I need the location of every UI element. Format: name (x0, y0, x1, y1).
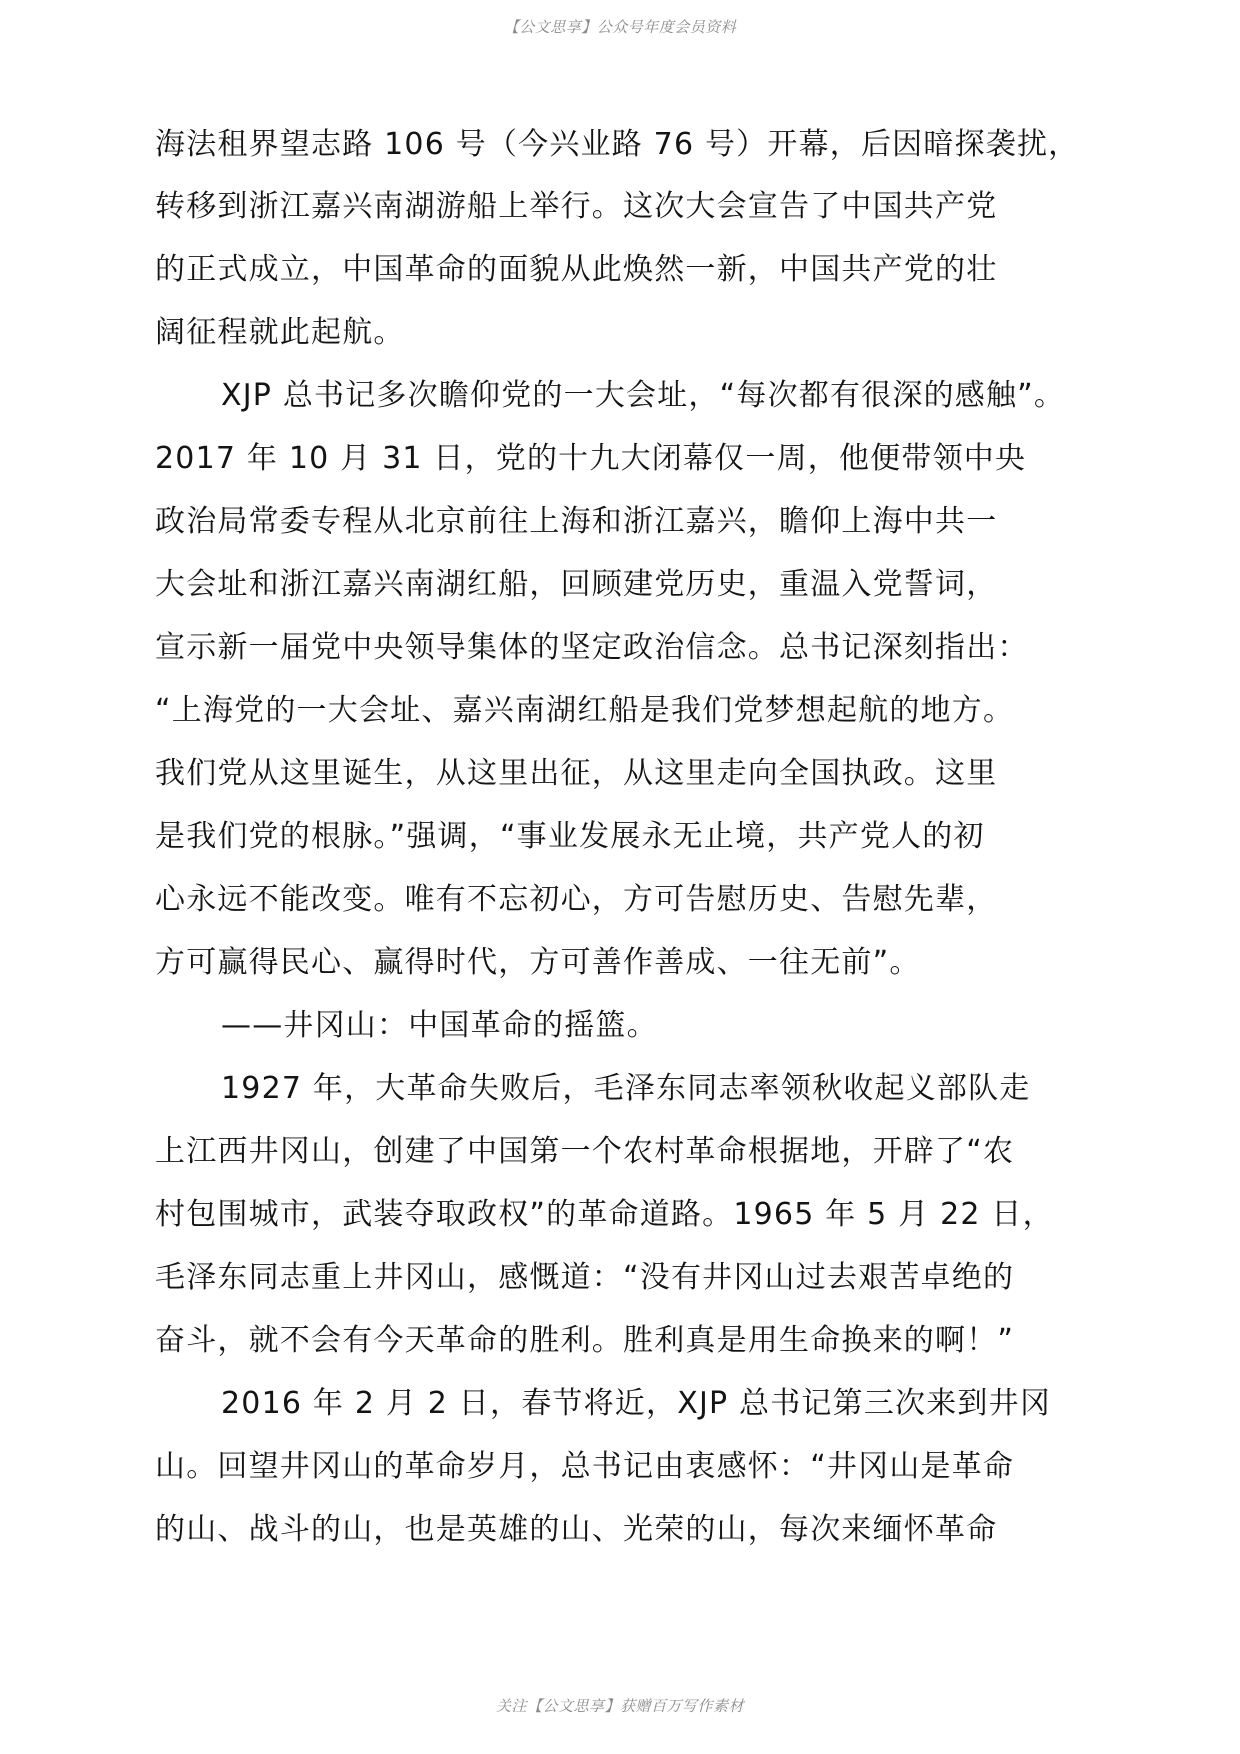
paragraph-first-line: 2016 年 2 月 2 日，春节将近，XJP 总书记第三次来到井冈 (221, 1386, 1052, 1421)
body-line: 政治局常委专程从北京前往上海和浙江嘉兴，瞻仰上海中共一 (155, 504, 998, 539)
body-line: 山。回望井冈山的革命岁月，总书记由衷感怀：“井冈山是革命 (155, 1449, 1015, 1484)
page-header-watermark: 【公文思享】公众号年度会员资料 (503, 18, 737, 36)
body-line: 海法租界望志路 106 号（今兴业路 76 号）开幕，后因暗探袭扰， (155, 127, 1080, 162)
page-footer-watermark: 关注【公文思享】获赠百万写作素材 (495, 1697, 744, 1715)
body-line: 上江西井冈山，创建了中国第一个农村革命根据地，开辟了“农 (155, 1134, 1015, 1169)
body-line: 的山、战斗的山，也是英雄的山、光荣的山，每次来缅怀革命 (155, 1512, 998, 1547)
paragraph-first-line: XJP 总书记多次瞻仰党的一大会址，“每次都有很深的感触”。 (221, 378, 1066, 413)
body-line: 阔征程就此起航。 (155, 315, 405, 350)
body-line: 宣示新一届党中央领导集体的坚定政治信念。总书记深刻指出： (155, 630, 1029, 665)
body-line: 村包围城市，武装夺取政权”的革命道路。1965 年 5 月 22 日， (155, 1197, 1054, 1232)
body-line: 我们党从这里诞生，从这里出征，从这里走向全国执政。这里 (155, 756, 998, 791)
body-line: 心永远不能改变。唯有不忘初心，方可告慰历史、告慰先辈， (155, 882, 998, 917)
body-line: 的正式成立，中国革命的面貌从此焕然一新，中国共产党的壮 (155, 252, 998, 287)
paragraph-first-line: 1927 年，大革命失败后，毛泽东同志率领秋收起义部队走 (221, 1071, 1031, 1106)
body-line: “上海党的一大会址、嘉兴南湖红船是我们党梦想起航的地方。 (155, 693, 1015, 728)
body-line: 方可赢得民心、赢得时代，方可善作善成、一往无前”。 (155, 945, 921, 980)
section-heading: ——井冈山：中国革命的摇篮。 (221, 1008, 658, 1043)
body-line: 毛泽东同志重上井冈山，感慨道：“没有井冈山过去艰苦卓绝的 (155, 1260, 1015, 1295)
body-line: 转移到浙江嘉兴南湖游船上举行。这次大会宣告了中国共产党 (155, 189, 998, 224)
body-line: 是我们党的根脉。”强调，“事业发展永无止境，共产党人的初 (155, 819, 985, 854)
body-line: 奋斗，就不会有今天革命的胜利。胜利真是用生命换来的啊！” (155, 1323, 1015, 1358)
body-line: 大会址和浙江嘉兴南湖红船，回顾建党历史，重温入党誓词， (155, 567, 998, 602)
body-line: 2017 年 10 月 31 日，党的十九大闭幕仅一周，他便带领中央 (155, 441, 1027, 476)
